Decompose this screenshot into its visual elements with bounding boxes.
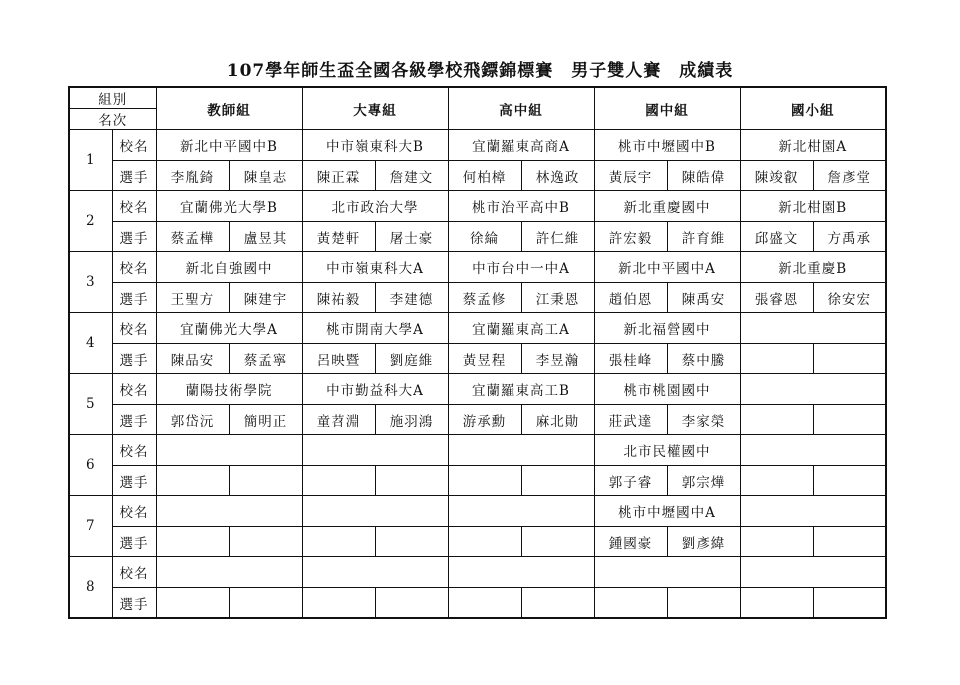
player-name-cell <box>594 588 667 619</box>
player-name-cell <box>740 344 813 374</box>
school-name-cell <box>156 496 302 527</box>
player-name-cell: 蔡中騰 <box>667 344 740 374</box>
school-label: 校名 <box>112 557 156 588</box>
player-name-cell: 施羽鴻 <box>375 405 448 435</box>
player-name-cell <box>156 527 229 557</box>
player-name-cell: 陳禹安 <box>667 283 740 313</box>
school-name-cell <box>740 496 886 527</box>
player-name-cell: 郭子睿 <box>594 466 667 496</box>
page-title: 107學年師生盃全國各級學校飛鏢錦標賽 男子雙人賽 成績表 <box>226 61 734 81</box>
school-name-cell: 蘭陽技術學院 <box>156 374 302 405</box>
school-name-cell: 桃市中壢國中A <box>594 496 740 527</box>
school-name-cell: 北市民權國中 <box>594 435 740 466</box>
school-name-cell <box>740 313 886 344</box>
player-row <box>69 588 886 619</box>
school-name-cell <box>740 374 886 405</box>
player-name-cell <box>813 405 886 435</box>
player-name-cell: 張桂峰 <box>594 344 667 374</box>
player-row <box>69 344 886 374</box>
school-name-cell: 新北重慶B <box>740 252 886 283</box>
player-name-cell: 徐綸 <box>448 222 521 252</box>
player-name-cell <box>375 527 448 557</box>
school-row <box>69 313 886 344</box>
player-name-cell: 郭宗燁 <box>667 466 740 496</box>
player-name-cell: 呂映暨 <box>302 344 375 374</box>
school-name-cell: 宜蘭羅東高工B <box>448 374 594 405</box>
player-name-cell: 陳品安 <box>156 344 229 374</box>
player-name-cell: 方禹承 <box>813 222 886 252</box>
player-name-cell: 簡明正 <box>229 405 302 435</box>
player-label: 選手 <box>112 405 156 435</box>
school-label: 校名 <box>112 374 156 405</box>
rank-cell: 6 <box>69 435 112 496</box>
player-name-cell: 何柏樟 <box>448 161 521 191</box>
player-name-cell: 鍾國豪 <box>594 527 667 557</box>
school-name-cell: 新北柑園B <box>740 191 886 222</box>
school-row <box>69 557 886 588</box>
school-label: 校名 <box>112 130 156 161</box>
player-name-cell: 林逸政 <box>521 161 594 191</box>
player-label: 選手 <box>112 527 156 557</box>
player-label: 選手 <box>112 283 156 313</box>
school-name-cell <box>448 435 594 466</box>
player-name-cell <box>375 466 448 496</box>
school-name-cell: 北市政治大學 <box>302 191 448 222</box>
player-name-cell <box>302 527 375 557</box>
player-name-cell: 李胤錡 <box>156 161 229 191</box>
school-row <box>69 252 886 283</box>
player-name-cell <box>448 588 521 619</box>
rank-cell: 4 <box>69 313 112 374</box>
player-name-cell: 張睿恩 <box>740 283 813 313</box>
player-name-cell <box>521 588 594 619</box>
school-name-cell: 桃市開南大學A <box>302 313 448 344</box>
player-name-cell <box>813 466 886 496</box>
player-name-cell <box>740 405 813 435</box>
group-header-senior-high: 高中組 <box>448 87 594 130</box>
player-name-cell <box>740 588 813 619</box>
group-label: 組別 <box>69 87 156 109</box>
player-name-cell <box>667 588 740 619</box>
player-name-cell: 陳建宇 <box>229 283 302 313</box>
school-name-cell: 新北中平國中B <box>156 130 302 161</box>
player-name-cell: 徐安宏 <box>813 283 886 313</box>
school-name-cell: 桃市治平高中B <box>448 191 594 222</box>
player-name-cell: 李昱瀚 <box>521 344 594 374</box>
player-name-cell <box>448 527 521 557</box>
school-name-cell: 宜蘭羅東高商A <box>448 130 594 161</box>
group-header-elementary: 國小組 <box>740 87 886 130</box>
school-name-cell: 新北中平國中A <box>594 252 740 283</box>
player-name-cell: 許仁維 <box>521 222 594 252</box>
player-name-cell <box>229 588 302 619</box>
player-name-cell <box>302 466 375 496</box>
school-name-cell <box>740 557 886 588</box>
school-name-cell: 中市嶺東科大A <box>302 252 448 283</box>
school-name-cell: 新北重慶國中 <box>594 191 740 222</box>
school-name-cell <box>156 435 302 466</box>
player-name-cell <box>375 588 448 619</box>
header-row <box>69 87 886 109</box>
player-name-cell: 蔡孟修 <box>448 283 521 313</box>
school-name-cell <box>302 557 448 588</box>
school-label: 校名 <box>112 313 156 344</box>
player-label: 選手 <box>112 222 156 252</box>
player-name-cell: 郭岱沅 <box>156 405 229 435</box>
school-row <box>69 374 886 405</box>
player-name-cell <box>740 527 813 557</box>
player-name-cell: 陳皓偉 <box>667 161 740 191</box>
player-name-cell: 江秉恩 <box>521 283 594 313</box>
player-name-cell: 劉庭維 <box>375 344 448 374</box>
player-name-cell: 童苕淵 <box>302 405 375 435</box>
player-name-cell: 蔡孟寧 <box>229 344 302 374</box>
school-row <box>69 496 886 527</box>
player-label: 選手 <box>112 588 156 619</box>
player-name-cell: 李家榮 <box>667 405 740 435</box>
player-name-cell: 麻北勛 <box>521 405 594 435</box>
school-row <box>69 130 886 161</box>
school-name-cell: 桃市中壢國中B <box>594 130 740 161</box>
player-label: 選手 <box>112 344 156 374</box>
player-name-cell <box>156 466 229 496</box>
player-name-cell: 王聖方 <box>156 283 229 313</box>
school-name-cell: 宜蘭佛光大學A <box>156 313 302 344</box>
player-name-cell: 黃昱程 <box>448 344 521 374</box>
player-name-cell: 劉彥緯 <box>667 527 740 557</box>
rank-cell: 8 <box>69 557 112 619</box>
player-row <box>69 527 886 557</box>
player-label: 選手 <box>112 466 156 496</box>
group-header-teacher: 教師組 <box>156 87 302 130</box>
rank-cell: 3 <box>69 252 112 313</box>
player-name-cell: 詹彥堂 <box>813 161 886 191</box>
school-label: 校名 <box>112 435 156 466</box>
rank-cell: 2 <box>69 191 112 252</box>
school-name-cell <box>448 557 594 588</box>
player-row <box>69 405 886 435</box>
school-row <box>69 191 886 222</box>
rank-cell: 5 <box>69 374 112 435</box>
player-name-cell: 莊武達 <box>594 405 667 435</box>
player-name-cell: 陳正霖 <box>302 161 375 191</box>
player-name-cell <box>813 588 886 619</box>
player-label: 選手 <box>112 161 156 191</box>
player-name-cell: 陳竣叡 <box>740 161 813 191</box>
school-name-cell: 桃市桃園國中 <box>594 374 740 405</box>
player-name-cell <box>521 466 594 496</box>
player-name-cell: 黃辰宇 <box>594 161 667 191</box>
player-name-cell: 趙伯恩 <box>594 283 667 313</box>
player-row <box>69 161 886 191</box>
player-name-cell: 黃楚軒 <box>302 222 375 252</box>
school-name-cell: 中市勤益科大A <box>302 374 448 405</box>
player-name-cell: 詹建文 <box>375 161 448 191</box>
player-name-cell: 李建德 <box>375 283 448 313</box>
player-name-cell <box>229 527 302 557</box>
player-name-cell <box>740 466 813 496</box>
player-name-cell: 蔡孟樺 <box>156 222 229 252</box>
player-row <box>69 283 886 313</box>
player-name-cell: 許宏毅 <box>594 222 667 252</box>
school-name-cell: 中市嶺東科大B <box>302 130 448 161</box>
player-name-cell: 許育維 <box>667 222 740 252</box>
school-name-cell: 中市台中一中A <box>448 252 594 283</box>
player-name-cell <box>813 344 886 374</box>
player-name-cell: 邱盛文 <box>740 222 813 252</box>
player-name-cell: 盧昱其 <box>229 222 302 252</box>
school-label: 校名 <box>112 191 156 222</box>
results-table <box>68 86 887 619</box>
school-name-cell <box>740 435 886 466</box>
player-name-cell <box>156 588 229 619</box>
player-name-cell: 陳祐毅 <box>302 283 375 313</box>
school-name-cell: 新北福營國中 <box>594 313 740 344</box>
school-name-cell: 新北柑園A <box>740 130 886 161</box>
school-name-cell <box>302 435 448 466</box>
school-name-cell: 新北自強國中 <box>156 252 302 283</box>
player-row <box>69 222 886 252</box>
player-name-cell: 陳皇志 <box>229 161 302 191</box>
rank-cell: 1 <box>69 130 112 191</box>
school-name-cell <box>302 496 448 527</box>
school-name-cell <box>156 557 302 588</box>
school-name-cell: 宜蘭羅東高工A <box>448 313 594 344</box>
school-name-cell <box>448 496 594 527</box>
group-header-college: 大專組 <box>302 87 448 130</box>
school-name-cell <box>594 557 740 588</box>
rank-cell: 7 <box>69 496 112 557</box>
school-label: 校名 <box>112 252 156 283</box>
player-name-cell <box>813 527 886 557</box>
player-name-cell <box>229 466 302 496</box>
player-name-cell: 屠士豪 <box>375 222 448 252</box>
player-name-cell <box>302 588 375 619</box>
player-name-cell: 游承勳 <box>448 405 521 435</box>
player-name-cell <box>448 466 521 496</box>
player-row <box>69 466 886 496</box>
player-name-cell <box>521 527 594 557</box>
group-header-junior-high: 國中組 <box>594 87 740 130</box>
rank-label: 名次 <box>69 109 156 130</box>
school-row <box>69 435 886 466</box>
school-name-cell: 宜蘭佛光大學B <box>156 191 302 222</box>
school-label: 校名 <box>112 496 156 527</box>
